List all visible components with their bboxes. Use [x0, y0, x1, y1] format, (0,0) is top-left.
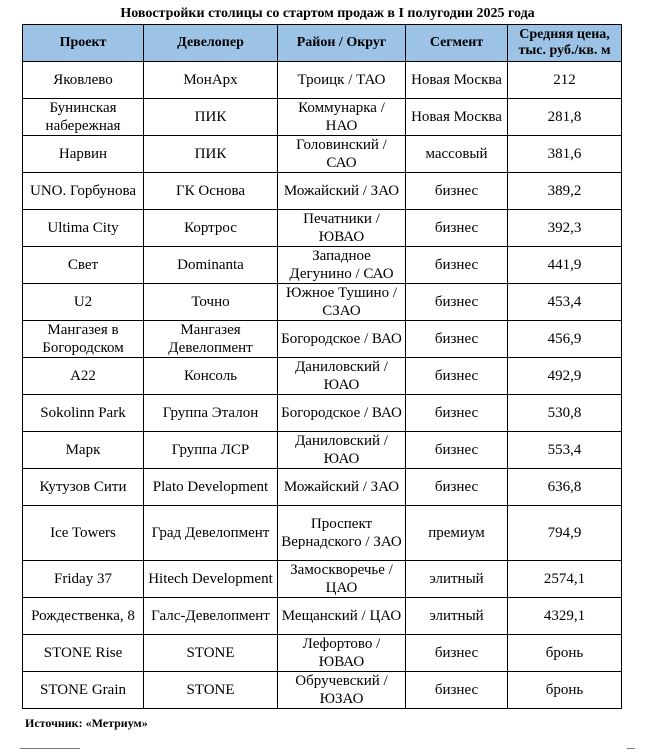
table-row — [23, 635, 622, 672]
cell-developer: Кортрос — [144, 210, 278, 247]
cut-off-line-left — [20, 748, 80, 751]
cell-developer: Град Девелопмент — [144, 506, 278, 561]
cell-segment: элитный — [406, 598, 508, 635]
cell-price: бронь — [508, 635, 622, 672]
cell-district: Богородское / ВАО — [278, 321, 406, 358]
cell-segment: премиум — [406, 506, 508, 561]
cell-district: Южное Тушино / СЗАО — [278, 284, 406, 321]
table-row — [23, 284, 622, 321]
column-header-segment: Сегмент — [406, 25, 508, 62]
cell-project: STONE Rise — [23, 635, 144, 672]
table-row — [23, 62, 622, 99]
cell-price: 381,6 — [508, 136, 622, 173]
cell-segment: массовый — [406, 136, 508, 173]
cell-price: бронь — [508, 672, 622, 709]
cell-price: 492,9 — [508, 358, 622, 395]
cell-district: Можайский / ЗАО — [278, 173, 406, 210]
cell-segment: бизнес — [406, 432, 508, 469]
cut-off-line-right — [627, 748, 635, 751]
column-header-developer: Девелопер — [144, 25, 278, 62]
table-title: Новостройки столицы со стартом продаж в I полугодии 2025 года — [120, 6, 535, 21]
table-header — [23, 25, 622, 62]
column-header-project: Проект — [23, 25, 144, 62]
cell-developer: Точно — [144, 284, 278, 321]
table-row — [23, 506, 622, 561]
table-row — [23, 210, 622, 247]
cell-project: A22 — [23, 358, 144, 395]
table-row — [23, 469, 622, 506]
cell-project: Нарвин — [23, 136, 144, 173]
cell-price: 794,9 — [508, 506, 622, 561]
cell-segment: бизнес — [406, 672, 508, 709]
cell-segment: бизнес — [406, 358, 508, 395]
new-buildings-table — [22, 24, 622, 709]
cell-price: 2574,1 — [508, 561, 622, 598]
cell-developer: Группа Эталон — [144, 395, 278, 432]
cell-project: Кутузов Сити — [23, 469, 144, 506]
cell-price: 636,8 — [508, 469, 622, 506]
cell-price: 389,2 — [508, 173, 622, 210]
cell-segment: элитный — [406, 561, 508, 598]
column-header-price: Средняя цена, тыс. руб./кв. м — [508, 25, 622, 62]
table-row — [23, 173, 622, 210]
table-row — [23, 598, 622, 635]
table-row — [23, 358, 622, 395]
cell-district: Богородское / ВАО — [278, 395, 406, 432]
cell-price: 553,4 — [508, 432, 622, 469]
cell-price: 4329,1 — [508, 598, 622, 635]
cell-developer: ПИК — [144, 99, 278, 136]
cell-project: U2 — [23, 284, 144, 321]
cell-district: Коммунарка / НАО — [278, 99, 406, 136]
cell-developer: МонАрх — [144, 62, 278, 99]
table-body — [23, 62, 622, 709]
cell-developer: Dominanta — [144, 247, 278, 284]
cell-developer: Hitech Development — [144, 561, 278, 598]
cell-district: Даниловский / ЮАО — [278, 432, 406, 469]
table-row — [23, 247, 622, 284]
table-row — [23, 432, 622, 469]
cell-district: Мещанский / ЦАО — [278, 598, 406, 635]
cell-project: STONE Grain — [23, 672, 144, 709]
cell-district: Обручевский / ЮЗАО — [278, 672, 406, 709]
cell-district: Головинский / САО — [278, 136, 406, 173]
cell-district: Лефортово / ЮВАО — [278, 635, 406, 672]
cell-segment: бизнес — [406, 635, 508, 672]
cell-project: Ice Towers — [23, 506, 144, 561]
cell-segment: Новая Москва — [406, 99, 508, 136]
cell-segment: бизнес — [406, 395, 508, 432]
cell-district: Троицк / ТАО — [278, 62, 406, 99]
table-row — [23, 672, 622, 709]
cell-project: Sokolinn Park — [23, 395, 144, 432]
table-row — [23, 321, 622, 358]
cell-project: Яковлево — [23, 62, 144, 99]
cell-district: Замоскворечье / ЦАО — [278, 561, 406, 598]
cell-segment: бизнес — [406, 247, 508, 284]
cell-developer: STONE — [144, 635, 278, 672]
cell-project: Friday 37 — [23, 561, 144, 598]
cell-developer: Мангазея Девелопмент — [144, 321, 278, 358]
cell-segment: бизнес — [406, 321, 508, 358]
source-note: Источник: «Метриум» — [25, 716, 148, 730]
cell-district: Западное Дегунино / САО — [278, 247, 406, 284]
cell-project: Марк — [23, 432, 144, 469]
cell-district: Проспект Вернадского / ЗАО — [278, 506, 406, 561]
table-row — [23, 395, 622, 432]
cell-project: UNO. Горбунова — [23, 173, 144, 210]
cell-price: 392,3 — [508, 210, 622, 247]
header-row — [23, 25, 622, 62]
cell-developer: Группа ЛСР — [144, 432, 278, 469]
cell-segment: бизнес — [406, 173, 508, 210]
cell-project: Ultima City — [23, 210, 144, 247]
cell-developer: ПИК — [144, 136, 278, 173]
cell-project: Свет — [23, 247, 144, 284]
cell-developer: ГК Основа — [144, 173, 278, 210]
cell-project: Мангазея в Богородском — [23, 321, 144, 358]
cell-developer: STONE — [144, 672, 278, 709]
cell-project: Рождественка, 8 — [23, 598, 144, 635]
cell-project: Бунинская набережная — [23, 99, 144, 136]
cell-segment: Новая Москва — [406, 62, 508, 99]
cell-price: 456,9 — [508, 321, 622, 358]
cell-segment: бизнес — [406, 469, 508, 506]
cell-price: 453,4 — [508, 284, 622, 321]
cell-district: Можайский / ЗАО — [278, 469, 406, 506]
cell-price: 212 — [508, 62, 622, 99]
cell-developer: Консоль — [144, 358, 278, 395]
table-row — [23, 99, 622, 136]
cell-developer: Галс-Девелопмент — [144, 598, 278, 635]
cell-developer: Plato Development — [144, 469, 278, 506]
cell-district: Печатники / ЮВАО — [278, 210, 406, 247]
cell-segment: бизнес — [406, 284, 508, 321]
column-header-district: Район / Округ — [278, 25, 406, 62]
cell-price: 530,8 — [508, 395, 622, 432]
cell-price: 281,8 — [508, 99, 622, 136]
cell-district: Даниловский / ЮАО — [278, 358, 406, 395]
cell-segment: бизнес — [406, 210, 508, 247]
table-row — [23, 561, 622, 598]
table-row — [23, 136, 622, 173]
page-continuation-edge — [20, 748, 635, 754]
cell-price: 441,9 — [508, 247, 622, 284]
